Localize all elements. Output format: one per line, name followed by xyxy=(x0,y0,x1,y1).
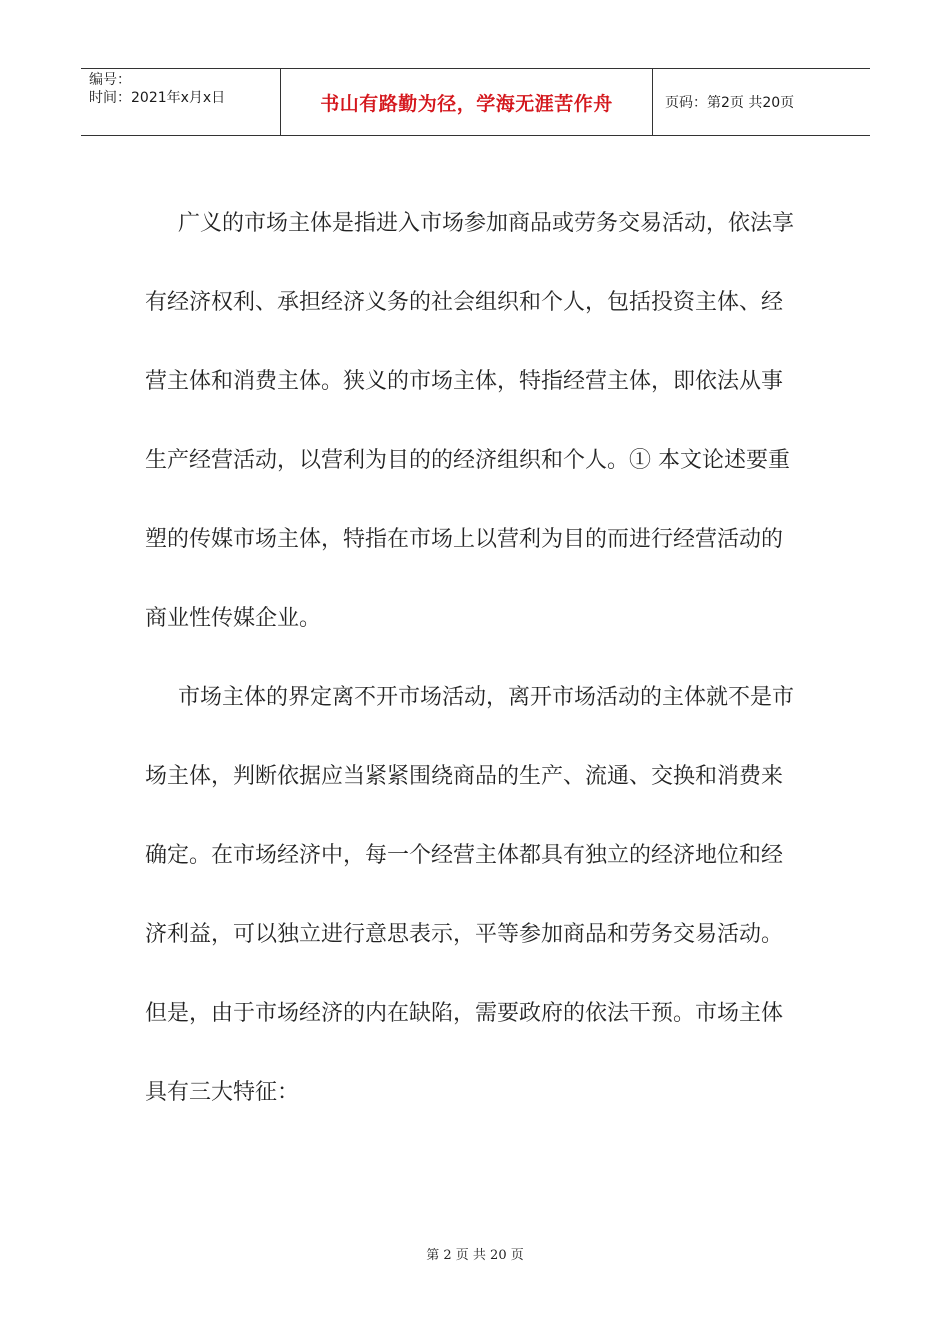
time-label: 时间：2021年x月x日 xyxy=(89,90,226,106)
paragraph-2-line-2: 场主体，判断依据应当紧紧围绕商品的生产、流通、交换和消费来 xyxy=(145,764,784,789)
number-label: 编号： xyxy=(89,72,131,88)
document-body xyxy=(145,195,805,1143)
page-footer xyxy=(0,1244,950,1263)
header-motto-cell xyxy=(281,69,653,135)
paragraph-1-line-4: 生产经营活动，以营利为目的的经济组织和个人。① 本文论述要重 xyxy=(145,448,790,473)
paragraph-2-line-6: 具有三大特征： xyxy=(145,1080,300,1105)
motto-text: 书山有路勤为径，学海无涯苦作舟 xyxy=(320,92,613,115)
paragraph-1-line-6: 商业性传媒企业。 xyxy=(145,606,322,631)
paragraph-2-line-1: 市场主体的界定离不开市场活动，离开市场活动的主体就不是市 xyxy=(178,685,795,710)
paragraph-1-line-2: 有经济权利、承担经济义务的社会组织和个人，包括投资主体、经 xyxy=(145,290,784,315)
paragraph-2-line-4: 济利益，可以独立进行意思表示，平等参加商品和劳务交易活动。 xyxy=(145,922,784,947)
paragraph-1-line-1: 广义的市场主体是指进入市场参加商品或劳务交易活动，依法享 xyxy=(178,211,795,236)
page-label: 页码：第2页 共20页 xyxy=(665,95,795,111)
document-header xyxy=(81,68,870,136)
header-meta-cell xyxy=(81,69,281,135)
paragraph-1-line-5: 塑的传媒市场主体，特指在市场上以营利为目的而进行经营活动的 xyxy=(145,527,784,552)
paragraph-2-line-3: 确定。在市场经济中，每一个经营主体都具有独立的经济地位和经 xyxy=(145,843,784,868)
paragraph-2-line-5: 但是，由于市场经济的内在缺陷，需要政府的依法干预。市场主体 xyxy=(145,1001,784,1026)
header-page-cell xyxy=(653,69,870,135)
footer-page-number: 第 2 页 共 20 页 xyxy=(426,1248,524,1263)
paragraph-1-line-3: 营主体和消费主体。狭义的市场主体，特指经营主体，即依法从事 xyxy=(145,369,784,394)
